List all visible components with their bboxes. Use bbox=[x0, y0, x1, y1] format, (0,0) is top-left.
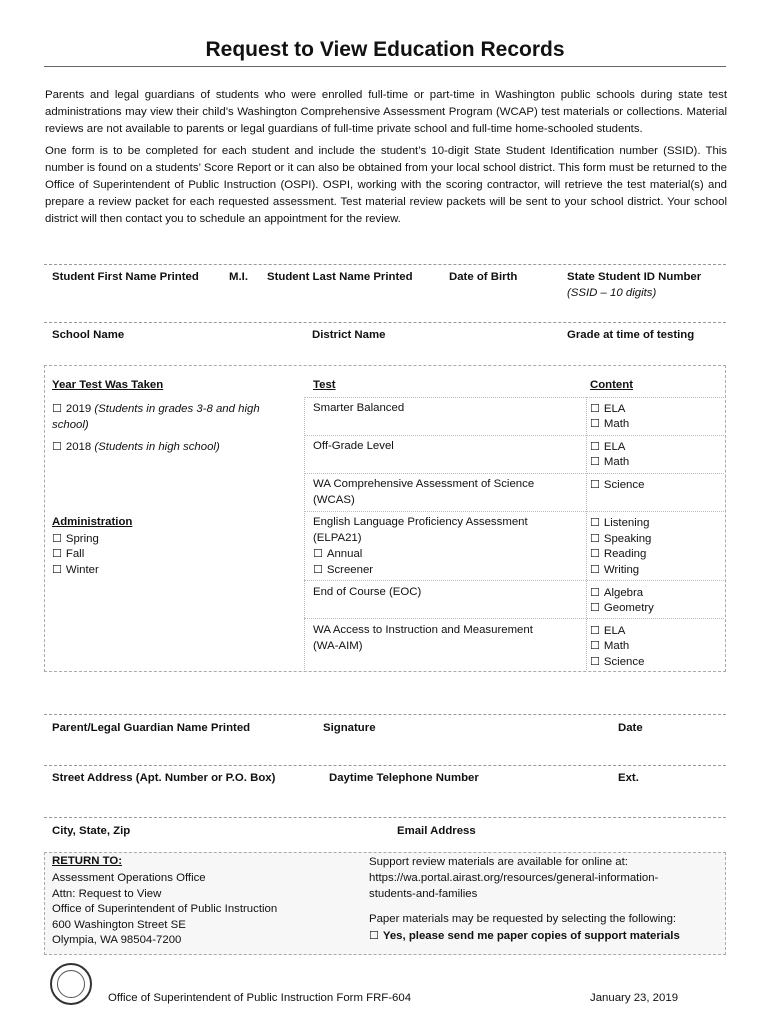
intro-paragraph-1: Parents and legal guardians of students who were enrolled full-time or part-time in Washington public schools during state test administrations may view their child’s Washington Comprehensive Assessment Program (WCAP) test materials or collections. Material reviews are not available to parents or legal guardians of full-time private school and full-time home-schooled students. bbox=[45, 89, 727, 135]
admin-fall-checkbox[interactable]: ☐ Fall bbox=[52, 546, 84, 563]
date-field[interactable]: Date bbox=[618, 722, 643, 734]
divider bbox=[44, 817, 726, 818]
administration-heading: Administration bbox=[52, 516, 133, 528]
test-smarter-balanced: Smarter Balanced bbox=[313, 402, 405, 414]
signature-field[interactable]: Signature bbox=[323, 722, 376, 734]
city-state-zip-field[interactable]: City, State, Zip bbox=[52, 825, 131, 837]
date-of-birth-field[interactable]: Date of Birth bbox=[449, 271, 518, 283]
student-last-name-field[interactable]: Student Last Name Printed bbox=[267, 271, 413, 283]
content-ela-checkbox[interactable]: ☐ ELA bbox=[590, 401, 625, 418]
divider bbox=[44, 714, 726, 715]
content-geometry-checkbox[interactable]: ☐ Geometry bbox=[590, 600, 654, 617]
year-2019-note: (Students in grades 3-8 and high school) bbox=[52, 403, 260, 431]
row-divider bbox=[304, 397, 724, 398]
ssid-field[interactable]: State Student ID Number bbox=[567, 271, 702, 283]
student-first-name-field[interactable]: Student First Name Printed bbox=[52, 271, 199, 283]
content-ela-checkbox[interactable]: ☐ ELA bbox=[590, 439, 625, 456]
year-2018-note: (Students in high school) bbox=[94, 441, 220, 453]
return-address-line: Attn: Request to View bbox=[52, 888, 162, 900]
ssid-note: (SSID – 10 digits) bbox=[567, 287, 657, 299]
ospi-seal-inner bbox=[57, 970, 85, 998]
year-2018-label: ☐ 2018 bbox=[52, 441, 91, 453]
support-url-link[interactable]: https://wa.portal.airast.org/resources/general-information-students-and-families bbox=[369, 872, 659, 900]
col-header-content: Content bbox=[590, 379, 634, 391]
elpa-screener-checkbox[interactable]: ☐ Screener bbox=[313, 562, 373, 579]
row-divider bbox=[304, 473, 724, 474]
return-address-line: 600 Washington Street SE bbox=[52, 919, 186, 931]
year-2019-label: ☐ 2019 bbox=[52, 403, 91, 415]
admin-spring-checkbox[interactable]: ☐ Spring bbox=[52, 531, 99, 548]
column-divider bbox=[304, 397, 305, 670]
content-writing-checkbox[interactable]: ☐ Writing bbox=[590, 562, 639, 579]
content-science-checkbox[interactable]: ☐ Science bbox=[590, 477, 644, 494]
email-field[interactable]: Email Address bbox=[397, 825, 476, 837]
content-speaking-checkbox[interactable]: ☐ Speaking bbox=[590, 531, 651, 548]
footer-form-id: Office of Superintendent of Public Instruction Form FRF-604 bbox=[108, 992, 412, 1004]
divider bbox=[44, 765, 726, 766]
row-divider bbox=[304, 618, 724, 619]
guardian-name-field[interactable]: Parent/Legal Guardian Name Printed bbox=[52, 722, 251, 734]
row-divider bbox=[304, 580, 724, 581]
col-header-year: Year Test Was Taken bbox=[52, 379, 164, 391]
col-header-test: Test bbox=[313, 379, 336, 391]
test-elpa21: English Language Proficiency Assessment (ELPA21) bbox=[313, 516, 528, 544]
paper-text: Paper materials may be requested by selecting the following: bbox=[369, 913, 677, 925]
phone-field[interactable]: Daytime Telephone Number bbox=[329, 772, 479, 784]
return-address-line: Office of Superintendent of Public Instruction bbox=[52, 903, 278, 915]
student-mi-field[interactable]: M.I. bbox=[229, 271, 248, 283]
support-text: Support review materials are available for online at: bbox=[369, 856, 628, 868]
page-title: Request to View Education Records bbox=[205, 38, 565, 61]
year-2019-checkbox[interactable] bbox=[52, 401, 292, 433]
content-listening-checkbox[interactable]: ☐ Listening bbox=[590, 515, 649, 532]
column-divider bbox=[586, 397, 587, 670]
content-algebra-checkbox[interactable]: ☐ Algebra bbox=[590, 585, 643, 602]
street-address-field[interactable]: Street Address (Apt. Number or P.O. Box) bbox=[52, 772, 276, 784]
test-eoc: End of Course (EOC) bbox=[313, 586, 422, 598]
admin-winter-checkbox[interactable]: ☐ Winter bbox=[52, 562, 99, 579]
ext-field[interactable]: Ext. bbox=[618, 772, 639, 784]
content-ela-checkbox[interactable]: ☐ ELA bbox=[590, 623, 625, 640]
school-name-field[interactable]: School Name bbox=[52, 329, 125, 341]
paper-copies-checkbox[interactable]: ☐ Yes, please send me paper copies of support materials bbox=[369, 928, 680, 945]
return-to-heading: RETURN TO: bbox=[52, 855, 123, 867]
content-math-checkbox[interactable]: ☐ Math bbox=[590, 638, 629, 655]
content-math-checkbox[interactable]: ☐ Math bbox=[590, 416, 629, 433]
test-wa-aim: WA Access to Instruction and Measurement (WA-AIM) bbox=[313, 624, 533, 652]
content-reading-checkbox[interactable]: ☐ Reading bbox=[590, 546, 646, 563]
content-science-checkbox[interactable]: ☐ Science bbox=[590, 654, 644, 671]
footer-date: January 23, 2019 bbox=[590, 992, 679, 1004]
grade-field[interactable]: Grade at time of testing bbox=[567, 329, 695, 341]
elpa-annual-checkbox[interactable]: ☐ Annual bbox=[313, 546, 362, 563]
content-math-checkbox[interactable]: ☐ Math bbox=[590, 454, 629, 471]
divider bbox=[44, 322, 726, 323]
year-2018-checkbox[interactable] bbox=[52, 439, 292, 456]
test-off-grade-level: Off-Grade Level bbox=[313, 440, 394, 452]
row-divider bbox=[304, 511, 724, 512]
divider bbox=[44, 264, 726, 265]
test-wcas: WA Comprehensive Assessment of Science (WCAS) bbox=[313, 478, 535, 506]
title-divider bbox=[44, 66, 726, 67]
return-address-line: Assessment Operations Office bbox=[52, 872, 206, 884]
row-divider bbox=[304, 435, 724, 436]
intro-paragraph-2: One form is to be completed for each student and include the student’s 10-digit State Student Identification number (SSID). This number is found on a students’ Score Report or it can also be obtained from your local school district. This form must be returned to the Office of Superintendent of Public Instruction (OSPI). OSPI, working with the scoring contractor, will retrieve the test material(s) and prepare a review packet for each requested assessment. Test material review packets will be sent to your school district. Your school district will then contact you to schedule an appointment for the review. bbox=[45, 145, 727, 225]
district-name-field[interactable]: District Name bbox=[312, 329, 386, 341]
return-address-line: Olympia, WA 98504-7200 bbox=[52, 934, 182, 946]
